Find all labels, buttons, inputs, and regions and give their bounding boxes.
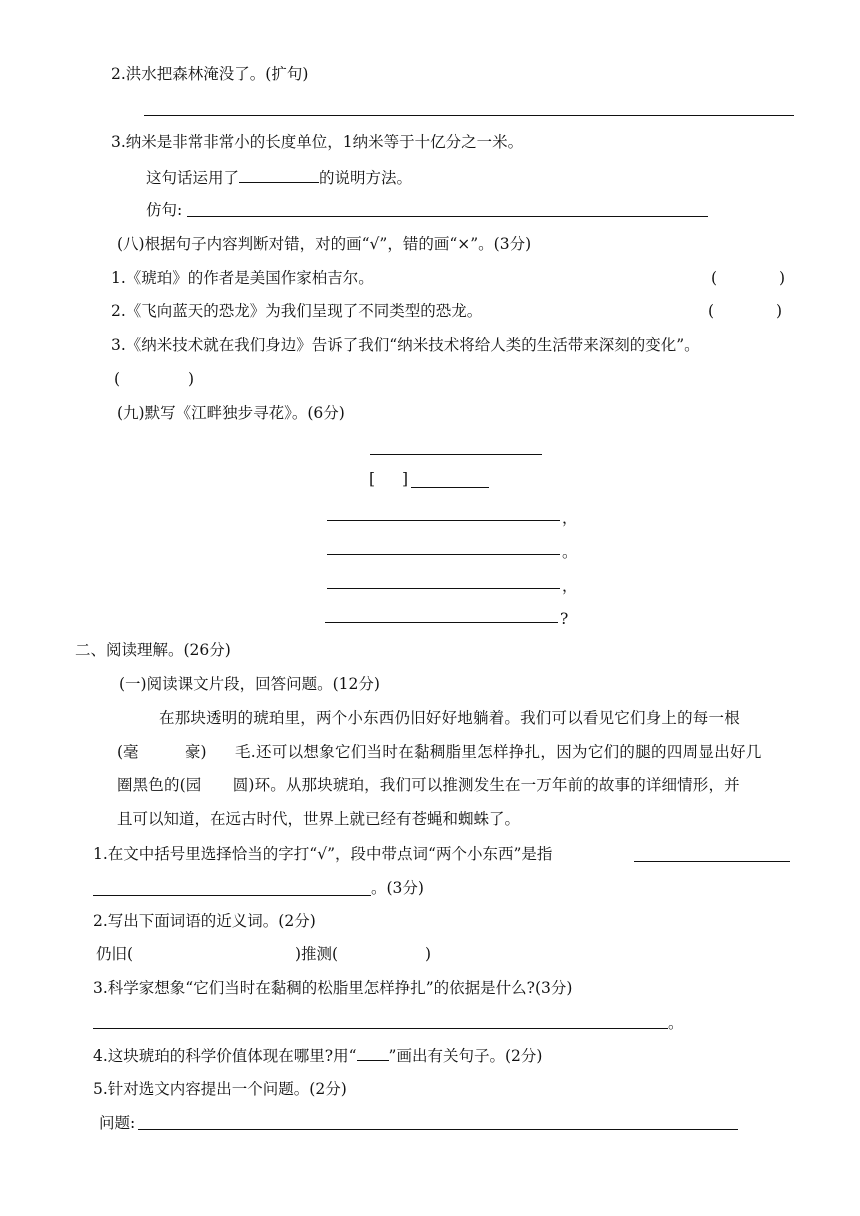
synonym-word-2: )推测( xyxy=(295,945,339,963)
author-bracket-open: [ xyxy=(369,470,376,488)
part8-heading: (八)根据句子内容判断对错，对的画“√”，错的画“×”。(3分) xyxy=(117,235,532,253)
method-suffix: 的说明方法。 xyxy=(319,169,413,187)
passage-line-4: 且可以知道，在远古时代，世界上就已经有苍蝇和蜘蛛了。 xyxy=(117,810,521,828)
reading-q1-score: 。(3分) xyxy=(371,879,424,897)
section2-heading: 二、阅读理解。(26分) xyxy=(75,641,231,659)
reading-q2: 2.写出下面词语的近义词。(2分) xyxy=(93,912,316,930)
method-sentence xyxy=(146,167,412,188)
passage-line-3: 圈黑色的(园 圆)环。从那块琥珀，我们可以推测发生在一万年前的故事的详细情形，并 xyxy=(117,776,740,794)
judge-paren-open-2: ( xyxy=(708,302,715,320)
judge-paren-open-1: ( xyxy=(711,269,718,287)
synonym-word-1: 仍旧( xyxy=(96,945,134,963)
reading-q3-answer-line[interactable] xyxy=(93,1028,668,1029)
judge-paren-close-2: ) xyxy=(776,302,783,320)
reading-q4-text-b: ”画出有关句子。(2分) xyxy=(388,1047,543,1065)
underline-sample xyxy=(357,1045,389,1061)
poem-line-4-mark: ? xyxy=(560,610,569,628)
reading-q1-line-a[interactable] xyxy=(634,861,790,862)
question-3-nanometer: 3.纳米是非常非常小的长度单位，1纳米等于十亿分之一米。 xyxy=(111,133,524,151)
question-answer-line[interactable] xyxy=(138,1129,738,1130)
passage-line-2-a: (毫 xyxy=(117,743,139,761)
reading-q5: 5.针对选文内容提出一个问题。(2分) xyxy=(93,1080,347,1098)
poem-line-1[interactable] xyxy=(327,520,560,521)
poem-line-3[interactable] xyxy=(327,588,560,589)
poem-line-2[interactable] xyxy=(327,554,560,555)
reading-q4-text-a: 4.这块琥珀的科学价值体现在哪里?用“ xyxy=(93,1047,357,1065)
passage-line-2-c: 毛.还可以想象它们当时在黏稠脂里怎样挣扎，因为它们的腿的四周显出好几 xyxy=(235,743,762,761)
imitate-answer-line[interactable] xyxy=(187,216,708,217)
reading-q3: 3.科学家想象“它们当时在黏稠的松脂里怎样挣扎”的依据是什么?(3分) xyxy=(93,979,573,997)
answer-line-q2[interactable] xyxy=(144,115,794,116)
question-2-expand: 2.洪水把森林淹没了。(扩句) xyxy=(111,65,309,83)
poem-line-2-mark: 。 xyxy=(562,543,578,561)
synonym-close: ) xyxy=(425,945,432,963)
method-blank[interactable] xyxy=(239,167,319,183)
method-prefix: 这句话运用了 xyxy=(146,169,240,187)
passage-line-1: 在那块透明的琥珀里，两个小东西仍旧好好地躺着。我们可以看见它们身上的每一根 xyxy=(159,709,740,727)
reading-q3-end: 。 xyxy=(668,1014,684,1032)
question-label: 问题: xyxy=(99,1114,136,1132)
judge-item-2: 2.《飞向蓝天的恐龙》为我们呈现了不同类型的恐龙。 xyxy=(111,302,483,320)
judge-paren-close-3: ) xyxy=(188,370,195,388)
reading-q1: 1.在文中括号里选择恰当的字打“√”，段中带点词“两个小东西”是指 xyxy=(93,845,553,863)
poem-line-3-mark: ， xyxy=(562,577,578,595)
poem-title-line[interactable] xyxy=(370,454,542,455)
poem-line-1-mark: ， xyxy=(562,509,578,527)
poem-line-4[interactable] xyxy=(325,622,558,623)
passage-line-2-b: 豪) xyxy=(185,743,207,761)
judge-item-1: 1.《琥珀》的作者是美国作家柏吉尔。 xyxy=(111,269,374,287)
judge-item-3: 3.《纳米技术就在我们身边》告诉了我们“纳米技术将给人类的生活带来深刻的变化”。 xyxy=(111,336,700,354)
author-name-line[interactable] xyxy=(411,487,489,488)
reading-q1-line-b[interactable] xyxy=(93,895,371,896)
judge-paren-open-3: ( xyxy=(114,370,121,388)
reading-sub1-heading: (一)阅读课文片段，回答问题。(12分) xyxy=(119,675,380,693)
reading-q4 xyxy=(93,1045,542,1066)
imitate-label: 仿句: xyxy=(146,201,183,219)
judge-paren-close-1: ) xyxy=(779,269,786,287)
author-bracket-close: ] xyxy=(402,470,409,488)
part9-heading: (九)默写《江畔独步寻花》。(6分) xyxy=(117,404,345,422)
